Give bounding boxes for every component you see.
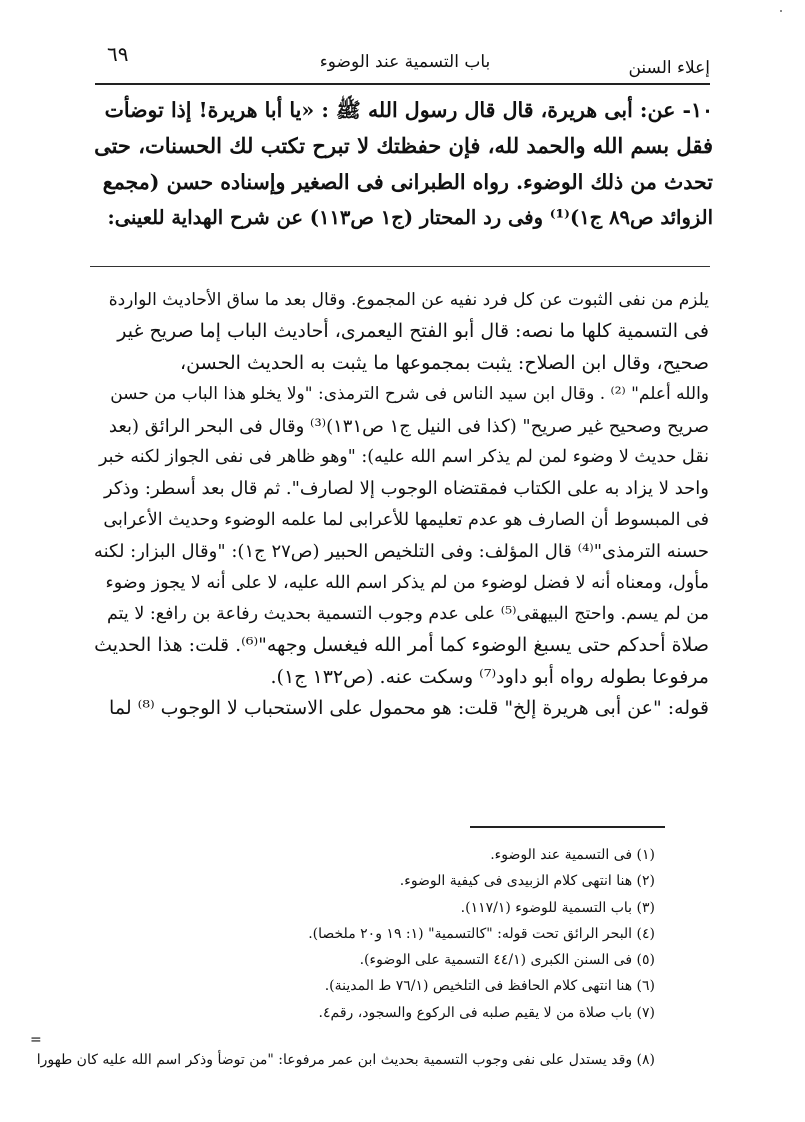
commentary-line: يلزم من نفى الثبوت عن كل فرد نفيه عن المجموع. وقال بعد ما ساق الأحاديث الواردة [108,290,709,310]
running-header [95,40,710,80]
footnotes [200,842,655,1026]
commentary-line: مأول، ومعناه أنه لا فضل لوضوء من لم يذكر اسم الله عليه، لا على أنه لا يجوز وضوء [105,572,709,593]
commentary-line: نقل حديث لا وضوء لمن لم يذكر اسم الله عليه): "وهو ظاهر فى نفى الجواز لكنه خبر [99,447,709,468]
scan-speck [780,10,782,12]
footnote-rule [470,826,665,828]
footnote: (٥) فى السنن الكبرى (٤٤/١ التسمية على الوضوء). [359,952,655,969]
footnote: (٢) هنا انتهى كلام الزبيدى فى كيفية الوضوء. [399,873,655,890]
hadith-line: تحدث من ذلك الوضوء. رواه الطبرانى فى الصغير وإسناده حسن (مجمع [102,170,713,194]
commentary-line: فى التسمية كلها ما نصه: قال أبو الفتح اليعمرى، أحاديث الباب إما صريح غير [117,320,709,343]
commentary-line: حسنه الترمذى"⁽⁴⁾ قال المؤلف: وفى التلخيص الحبير (ص٢٧ ج١): "وقال البزار: لكنه [93,541,709,563]
header-rule [95,83,710,85]
commentary-line: والله أعلم" ⁽²⁾ . وقال ابن سيد الناس فى شرح الترمذى: "ولا يخلو هذا الباب من حسن [110,384,709,405]
book-title: إعلاء السنن [628,58,710,78]
commentary-line: فى المبسوط أن الصارف هو عدم تعليمها للأعرابى لما علمه الوضوء وحديث الأعرابى [103,509,709,530]
section-divider [90,266,710,267]
hadith-line: ١٠- عن: أبى هريرة، قال قال رسول الله ﷺ : «يا أبا هريرة! إذا توضأت [104,98,713,122]
footnote: (٣) باب التسمية للوضوء (١١٧/١). [460,899,655,916]
continuation-mark: = [30,1032,42,1048]
commentary-line: مرفوعا بطوله رواه أبو داود⁽⁷⁾ وسكت عنه. (ص١٣٢ ج١). [270,665,709,688]
hadith-line: فقل بسم الله والحمد لله، فإن حفظتك لا تبرح تكتب لك الحسنات، حتى [94,133,713,158]
footnote: (٧) باب صلاة من لا يقيم صلبه فى الركوع والسجود، رقم٤. [318,1004,655,1021]
hadith-line: الزوائد ص٨٩ ج١)⁽¹⁾ وفى رد المحتار (ج١ ص١١٣) عن شرح الهداية للعينى: [107,206,713,229]
commentary-text [95,285,709,725]
commentary-line: صريح وصحيح غير صريح" (كذا فى النيل ج١ ص١٣١)⁽³⁾ وقال فى البحر الرائق (بعد [108,415,709,437]
footnote-last: (٨) وقد يستدل على نفى وجوب التسمية بحديث ابن عمر مرفوعا: "من توضأ وذكر اسم الله عليه كان طهورا [36,1052,655,1068]
footnote: (٦) هنا انتهى كلام الحافظ فى التلخيص (٧٦/١ ط المدينة). [324,978,655,995]
chapter-title: باب التسمية عند الوضوء [319,52,491,72]
commentary-line: واحد لا يزاد به على الكتاب فمقتضاه الوجوب إلا لصارف". ثم قال بعد أسطر: وذكر [103,478,709,500]
footnote: (١) فى التسمية عند الوضوء. [490,847,655,863]
page-number: ٦٩ [107,42,129,66]
commentary-line: صلاة أحدكم حتى يسبغ الوضوء كما أمر الله فيغسل وجهه"⁽⁶⁾. قلت: هذا الحديث [94,634,709,657]
commentary-line: صحيح، وقال ابن الصلاح: يثبت بمجموعها ما يثبت به الحديث الحسن، [180,351,709,374]
commentary-line: من لم يسم. واحتج البيهقى⁽⁵⁾ على عدم وجوب التسمية بحديث رفاعة بن رافع: لا يتم [106,604,709,625]
hadith-text [95,92,713,236]
footnote: (٤) البحر الرائق تحت قوله: "كالتسمية" (١: ١٩ و٢٠ ملخصا). [308,925,655,942]
commentary-line: قوله: "عن أبى هريرة إلخ" قلت: هو محمول على الاستحباب لا الوجوب ⁽⁸⁾ لما [109,697,709,720]
